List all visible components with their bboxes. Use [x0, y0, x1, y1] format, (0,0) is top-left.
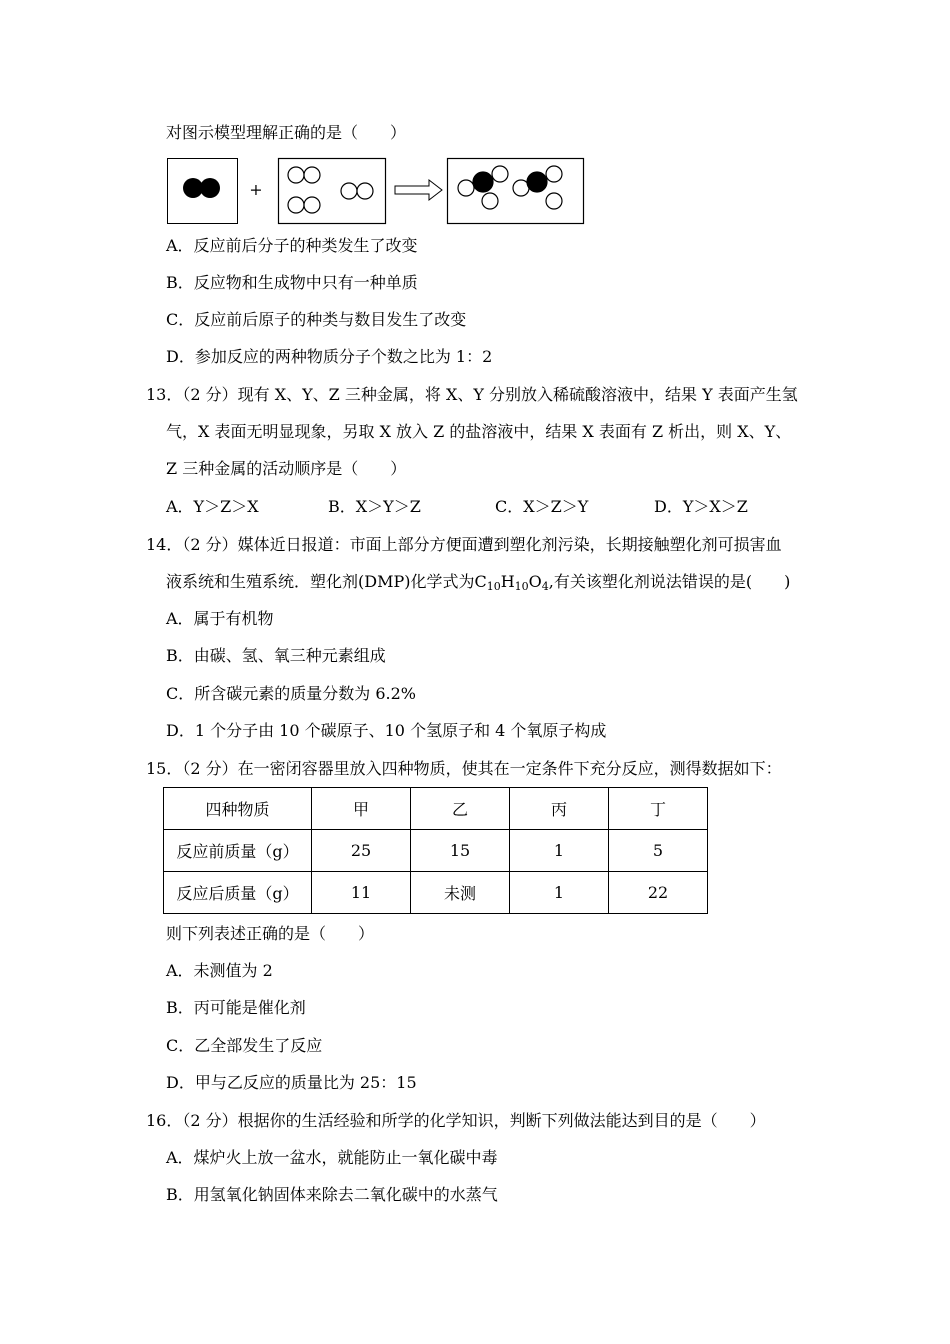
plus-sign: +: [249, 180, 263, 199]
q12-option-c: C．反应前后原子的种类与数目发生了改变: [166, 310, 467, 329]
table-header-cell: 丁: [609, 788, 708, 830]
q14-line-2-text: 液系统和生殖系统．塑化剂(DMP)化学式为: [166, 572, 475, 591]
table-header-row: [164, 788, 708, 830]
table-row: [164, 872, 708, 914]
table-cell: 5: [609, 830, 708, 872]
table-cell: 22: [609, 872, 708, 914]
q13-option-b: B．X＞Y＞Z: [328, 497, 421, 516]
q14-line-2: [166, 572, 790, 592]
q14-option-c: C．所含碳元素的质量分数为 6.2%: [166, 684, 416, 703]
q12-option-b: B．反应物和生成物中只有一种单质: [166, 273, 418, 292]
table-header-cell: 乙: [411, 788, 510, 830]
table-cell: 11: [312, 872, 411, 914]
table-cell: 15: [411, 830, 510, 872]
q15-option-c: C．乙全部发生了反应: [166, 1036, 323, 1055]
q14-option-d: D．1 个分子由 10 个碳原子、10 个氢原子和 4 个氧原子构成: [166, 721, 607, 740]
q14-option-a: A．属于有机物: [166, 609, 274, 628]
table-row: [164, 830, 708, 872]
table-cell: 1: [510, 872, 609, 914]
q15-after-table: 则下列表述正确的是（ ）: [166, 924, 375, 943]
table-header-cell: 四种物质: [164, 788, 312, 830]
q12-option-a: A．反应前后分子的种类发生了改变: [166, 236, 418, 255]
table-cell: 25: [312, 830, 411, 872]
q14-line-1: 14．（2 分）媒体近日报道：市面上部分方便面遭到塑化剂污染，长期接触塑化剂可损害血: [146, 535, 782, 554]
table-cell: 反应前质量（g）: [164, 830, 312, 872]
product-box: [448, 159, 584, 224]
q12-stem: 对图示模型理解正确的是（ ）: [166, 123, 407, 142]
q13-options: [166, 497, 786, 517]
q15-line-1: 15．（2 分）在一密闭容器里放入四种物质，使其在一定条件下充分反应，测得数据如下：: [146, 759, 782, 778]
q13-line-3: Z 三种金属的活动顺序是（ ）: [166, 459, 407, 478]
q13-line-2: 气，X 表面无明显现象，另取 X 放入 Z 的盐溶液中，结果 X 表面有 Z 析出，则 X、Y、: [166, 422, 792, 441]
q15-option-b: B．丙可能是催化剂: [166, 998, 306, 1017]
q12-option-d: D．参加反应的两种物质分子个数之比为 1：2: [166, 347, 493, 366]
reaction-arrow: [395, 180, 442, 200]
molecule-reaction-diagram: [165, 155, 590, 227]
reactant-box-1: [168, 159, 238, 224]
mass-data-table: [163, 787, 708, 914]
q16-option-b: B．用氢氧化钠固体来除去二氧化碳中的水蒸气: [166, 1185, 498, 1204]
q14-option-b: B．由碳、氢、氧三种元素组成: [166, 646, 386, 665]
reactant-box-2: [279, 159, 386, 224]
chemical-formula: $C_{10}H_{10}O_4$: [474, 572, 549, 593]
q16-option-a: A．煤炉火上放一盆水，就能防止一氧化碳中毒: [166, 1148, 498, 1167]
table-cell: 未测: [411, 872, 510, 914]
table-header-cell: 丙: [510, 788, 609, 830]
table-header-cell: 甲: [312, 788, 411, 830]
q16-line-1: 16．（2 分）根据你的生活经验和所学的化学知识，判断下列做法能达到目的是（ ）: [146, 1111, 766, 1130]
q14-line-2-tail: ,有关该塑化剂说法错误的是( ): [548, 572, 791, 591]
q15-option-a: A．未测值为 2: [166, 961, 273, 980]
q13-option-a: A．Y＞Z＞X: [166, 497, 259, 516]
q13-option-c: C．X＞Z＞Y: [495, 497, 589, 516]
table-cell: 反应后质量（g）: [164, 872, 312, 914]
q15-option-d: D．甲与乙反应的质量比为 25：15: [166, 1073, 417, 1092]
q13-option-d: D．Y＞X＞Z: [654, 497, 748, 516]
table-cell: 1: [510, 830, 609, 872]
q13-line-1: 13．（2 分）现有 X、Y、Z 三种金属，将 X、Y 分别放入稀硫酸溶液中，结果 Y 表面产生氢: [146, 385, 798, 404]
